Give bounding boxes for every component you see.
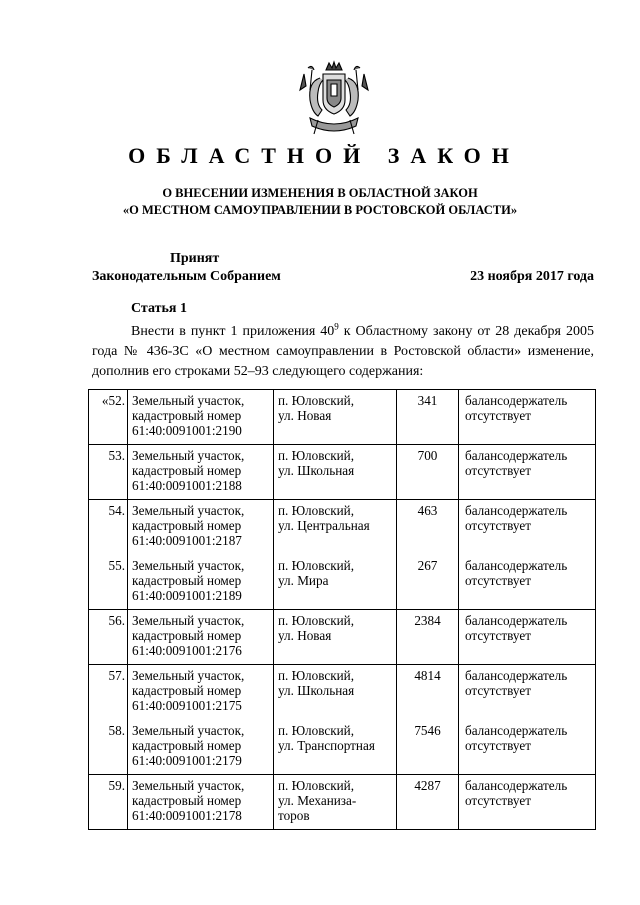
table-row	[89, 720, 596, 775]
holder-cell	[459, 445, 596, 500]
row-number-cell	[89, 445, 128, 500]
area-cell-line: 4287	[414, 778, 441, 793]
row-number-cell-line: 58.	[108, 722, 125, 738]
location-cell-line: п. Юловский,	[278, 778, 355, 793]
object-cell-line: кадастровый номер	[132, 408, 242, 423]
paragraph-part-2: к Областному закону от 28 декабря 2005 года № 436-ЗС «О местном самоуправлении в Ростовской области» изменение, дополнив его строками 52–93 следующего содержания:	[92, 324, 594, 379]
holder-cell-line: отсутствует	[465, 518, 531, 533]
holder-cell	[459, 610, 596, 665]
table-row	[89, 390, 596, 445]
coat-of-arms-icon	[296, 60, 372, 138]
location-cell-line: ул. Центральная	[278, 518, 370, 533]
law-subtitle-line-2: «О МЕСТНОМ САМОУПРАВЛЕНИИ В РОСТОВСКОЙ ОБЛАСТИ»	[122, 203, 518, 217]
object-cell	[128, 390, 274, 445]
object-cell-line: 61:40:0091001:2176	[132, 643, 242, 658]
area-cell	[397, 665, 459, 720]
holder-cell-line: балансодержатель	[465, 668, 568, 683]
area-cell-line: 2384	[414, 613, 441, 628]
holder-cell-line: отсутствует	[465, 628, 531, 643]
area-cell	[397, 500, 459, 555]
location-cell-line: п. Юловский,	[278, 448, 355, 463]
object-cell-line: 61:40:0091001:2187	[132, 533, 242, 548]
area-cell-line: 4814	[414, 668, 441, 683]
table-row	[89, 665, 596, 720]
row-number-cell-line: «52.	[101, 393, 125, 408]
holder-cell-line: отсутствует	[465, 408, 531, 423]
row-number-cell	[89, 665, 128, 720]
adopted-date: 23 ноября 2017 года	[470, 269, 594, 284]
row-number-cell-line: 59.	[108, 778, 125, 793]
area-cell-line: 267	[417, 557, 438, 573]
object-cell	[128, 720, 274, 775]
area-cell	[397, 555, 459, 610]
article-heading: Статья 1	[131, 301, 187, 316]
location-cell-line: ул. Школьная	[278, 683, 355, 698]
object-cell-line: кадастровый номер	[132, 737, 242, 753]
object-cell	[128, 775, 274, 830]
object-cell-line: кадастровый номер	[132, 683, 242, 698]
location-cell	[274, 555, 397, 610]
area-cell-line: 341	[417, 393, 438, 408]
location-cell-line: п. Юловский,	[278, 503, 355, 518]
holder-cell-line: балансодержатель	[465, 778, 568, 793]
location-cell-line: п. Юловский,	[278, 393, 355, 408]
object-cell	[128, 445, 274, 500]
holder-cell	[459, 775, 596, 830]
adopted-by: Законодательным Собранием	[92, 269, 281, 284]
row-number-cell	[89, 555, 128, 610]
object-cell-line: 61:40:0091001:2178	[132, 808, 242, 823]
object-cell-line: 61:40:0091001:2175	[132, 698, 242, 713]
row-number-cell-line: 55.	[108, 557, 125, 573]
land-plots-table	[88, 389, 596, 830]
row-number-cell	[89, 390, 128, 445]
holder-cell-line: балансодержатель	[465, 448, 568, 463]
holder-cell-line: балансодержатель	[465, 722, 568, 738]
row-number-cell	[89, 500, 128, 555]
location-cell	[274, 665, 397, 720]
location-cell-line: ул. Школьная	[278, 463, 355, 478]
location-cell	[274, 500, 397, 555]
table-row	[89, 500, 596, 555]
object-cell-line: Земельный участок,	[132, 448, 245, 463]
row-number-cell-line: 57.	[108, 668, 125, 683]
object-cell-line: кадастровый номер	[132, 628, 242, 643]
table-row	[89, 555, 596, 610]
holder-cell-line: отсутствует	[465, 737, 531, 753]
holder-cell-line: балансодержатель	[465, 613, 568, 628]
area-cell	[397, 445, 459, 500]
location-cell	[274, 390, 397, 445]
adopted-label: Принят	[170, 251, 220, 266]
object-cell-line: кадастровый номер	[132, 518, 242, 533]
object-cell-line: 61:40:0091001:2179	[132, 752, 242, 768]
location-cell-line: ул. Новая	[278, 408, 332, 423]
object-cell-line: кадастровый номер	[132, 793, 242, 808]
location-cell	[274, 775, 397, 830]
law-title: ОБЛАСТНОЙ ЗАКОН	[128, 143, 520, 168]
row-number-cell	[89, 610, 128, 665]
area-cell-line: 463	[417, 503, 438, 518]
law-subtitle-line-1: О ВНЕСЕНИИ ИЗМЕНЕНИЯ В ОБЛАСТНОЙ ЗАКОН	[162, 186, 478, 200]
holder-cell	[459, 665, 596, 720]
object-cell-line: Земельный участок,	[132, 778, 245, 793]
row-number-cell-line: 56.	[108, 613, 125, 628]
object-cell	[128, 610, 274, 665]
area-cell	[397, 775, 459, 830]
holder-cell	[459, 720, 596, 775]
holder-cell-line: отсутствует	[465, 793, 531, 808]
table-row	[89, 445, 596, 500]
object-cell-line: кадастровый номер	[132, 463, 242, 478]
object-cell-line: 61:40:0091001:2188	[132, 478, 242, 493]
location-cell-line: п. Юловский,	[278, 722, 355, 738]
object-cell	[128, 555, 274, 610]
object-cell-line: 61:40:0091001:2189	[132, 587, 242, 603]
object-cell-line: Земельный участок,	[132, 668, 245, 683]
article-paragraph	[92, 322, 594, 382]
paragraph-superscript: 9	[334, 321, 339, 332]
location-cell-line: ул. Новая	[278, 628, 332, 643]
object-cell-line: Земельный участок,	[132, 557, 245, 573]
holder-cell-line: отсутствует	[465, 463, 531, 478]
location-cell-line: п. Юловский,	[278, 668, 355, 683]
holder-cell-line: отсутствует	[465, 572, 531, 588]
object-cell-line: Земельный участок,	[132, 503, 245, 518]
object-cell-line: Земельный участок,	[132, 393, 245, 408]
row-number-cell-line: 54.	[108, 503, 125, 518]
location-cell-line: ул. Транспортная	[278, 737, 375, 753]
location-cell-line: ул. Мира	[278, 572, 329, 588]
holder-cell	[459, 555, 596, 610]
location-cell	[274, 720, 397, 775]
location-cell-line: п. Юловский,	[278, 557, 355, 573]
object-cell-line: кадастровый номер	[132, 572, 242, 588]
paragraph-part-1: Внести в пункт 1 приложения 40	[131, 324, 335, 339]
area-cell	[397, 720, 459, 775]
table-row	[89, 775, 596, 830]
location-cell-line: ул. Механиза-	[278, 793, 357, 808]
area-cell	[397, 610, 459, 665]
object-cell-line: Земельный участок,	[132, 613, 245, 628]
holder-cell	[459, 390, 596, 445]
holder-cell	[459, 500, 596, 555]
holder-cell-line: отсутствует	[465, 683, 531, 698]
table-row	[89, 610, 596, 665]
row-number-cell-line: 53.	[108, 448, 125, 463]
table-body	[89, 390, 596, 830]
object-cell	[128, 500, 274, 555]
location-cell-line: торов	[278, 808, 310, 823]
object-cell-line: Земельный участок,	[132, 722, 245, 738]
row-number-cell	[89, 775, 128, 830]
holder-cell-line: балансодержатель	[465, 503, 568, 518]
area-cell-line: 700	[417, 448, 438, 463]
object-cell	[128, 665, 274, 720]
location-cell-line: п. Юловский,	[278, 613, 355, 628]
location-cell	[274, 610, 397, 665]
holder-cell-line: балансодержатель	[465, 393, 568, 408]
holder-cell-line: балансодержатель	[465, 557, 568, 573]
location-cell	[274, 445, 397, 500]
area-cell	[397, 390, 459, 445]
object-cell-line: 61:40:0091001:2190	[132, 423, 242, 438]
area-cell-line: 7546	[414, 722, 441, 738]
row-number-cell	[89, 720, 128, 775]
